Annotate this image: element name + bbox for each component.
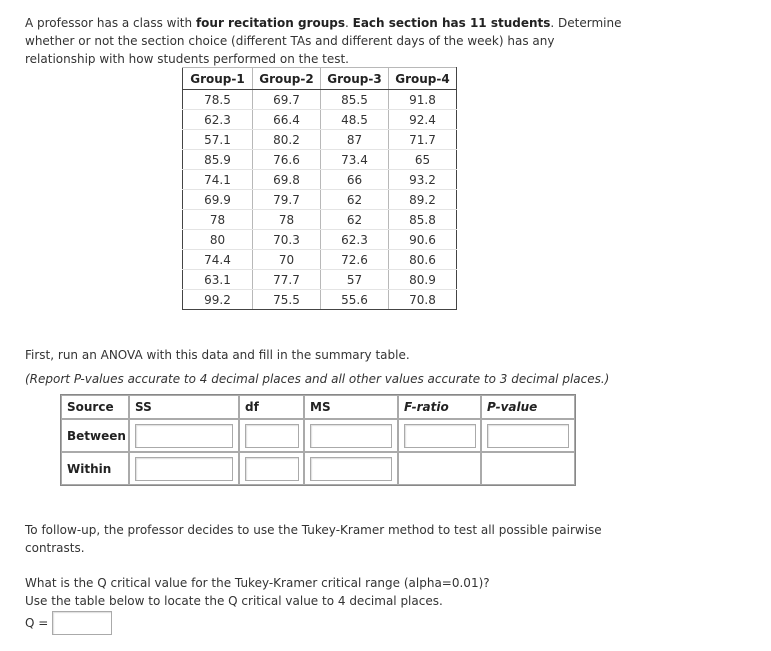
cell: 70.3 [253,230,321,250]
cell: 80.6 [389,250,457,270]
table-row [183,190,457,210]
anova-row-between [61,419,575,452]
between-df-input[interactable] [245,424,299,448]
cell: 78 [183,210,253,230]
within-df-input[interactable] [245,457,299,481]
table-row [183,130,457,150]
anova-instructions [25,346,725,388]
header-df: df [239,395,304,419]
table-row [183,210,457,230]
cell: 78.5 [183,90,253,110]
header-group-4: Group-4 [389,68,457,90]
header-f-ratio: F-ratio [398,395,481,419]
problem-intro [25,14,625,68]
between-f-ratio-input[interactable] [404,424,476,448]
cell [239,419,304,452]
cell: 87 [321,130,389,150]
cell: 62 [321,190,389,210]
within-ms-input[interactable] [310,457,392,481]
cell: 57.1 [183,130,253,150]
cell: 85.5 [321,90,389,110]
group-header-row [183,68,457,90]
cell: 66.4 [253,110,321,130]
row-label-between: Between [61,419,129,452]
anova-instruction-text: First, run an ANOVA with this data and fill in the summary table. [25,348,410,362]
cell: 55.6 [321,290,389,310]
q-question [25,574,625,610]
cell [129,452,239,485]
q-label: Q = [25,616,49,630]
header-group-3: Group-3 [321,68,389,90]
q-answer-row [25,610,112,636]
cell [398,452,481,485]
cell: 76.6 [253,150,321,170]
cell: 71.7 [389,130,457,150]
cell: 57 [321,270,389,290]
q-critical-value-input[interactable] [52,611,112,635]
anova-header-row [61,395,575,419]
within-ss-input[interactable] [135,457,233,481]
cell: 70.8 [389,290,457,310]
group-scores-table [182,67,457,310]
cell [398,419,481,452]
cell: 70 [253,250,321,270]
cell: 66 [321,170,389,190]
anova-row-within [61,452,575,485]
intro-text-2: . [345,16,353,30]
cell: 78 [253,210,321,230]
table-row [183,150,457,170]
cell: 85.8 [389,210,457,230]
precision-note: (Report P-values accurate to 4 decimal places and all other values accurate to 3 decimal places.) [25,372,610,386]
cell: 74.1 [183,170,253,190]
cell: 48.5 [321,110,389,130]
header-group-2: Group-2 [253,68,321,90]
intro-bold-groups: four recitation groups [195,16,345,30]
cell: 69.9 [183,190,253,210]
cell: 62 [321,210,389,230]
cell: 74.4 [183,250,253,270]
table-row [183,230,457,250]
cell: 63.1 [183,270,253,290]
cell: 92.4 [389,110,457,130]
q-question-line-1: What is the Q critical value for the Tukey-Kramer critical range (alpha=0.01)? [25,576,490,590]
cell: 85.9 [183,150,253,170]
q-question-line-2: Use the table below to locate the Q critical value to 4 decimal places. [25,594,443,608]
header-source: Source [61,395,129,419]
intro-bold-students: Each section has 11 students [352,16,551,30]
header-ss: SS [129,395,239,419]
cell: 93.2 [389,170,457,190]
group-scores-body [183,90,457,310]
cell [239,452,304,485]
header-group-1: Group-1 [183,68,253,90]
anova-summary-table [60,394,576,486]
cell: 69.8 [253,170,321,190]
cell: 90.6 [389,230,457,250]
followup-text: To follow-up, the professor decides to use the Tukey-Kramer method to test all possible pairwise contrasts. [25,523,602,555]
cell: 91.8 [389,90,457,110]
table-row [183,270,457,290]
cell: 65 [389,150,457,170]
table-row [183,290,457,310]
cell [481,452,575,485]
row-label-within: Within [61,452,129,485]
cell [304,419,398,452]
cell [304,452,398,485]
cell [481,419,575,452]
intro-text-1: A professor has a class with [25,16,196,30]
cell [129,419,239,452]
cell: 80.2 [253,130,321,150]
cell: 72.6 [321,250,389,270]
between-p-value-input[interactable] [487,424,569,448]
cell: 99.2 [183,290,253,310]
cell: 89.2 [389,190,457,210]
header-p-value: P-value [481,395,575,419]
cell: 80.9 [389,270,457,290]
between-ss-input[interactable] [135,424,233,448]
table-row [183,170,457,190]
table-row [183,250,457,270]
cell: 62.3 [183,110,253,130]
table-row [183,110,457,130]
intro-text-3: . Determine whether or not the section choice (different TAs and different days of the week) has any relationship with how students performed on the test. [25,16,622,66]
cell: 79.7 [253,190,321,210]
table-row [183,90,457,110]
header-ms: MS [304,395,398,419]
cell: 73.4 [321,150,389,170]
cell: 69.7 [253,90,321,110]
between-ms-input[interactable] [310,424,392,448]
cell: 62.3 [321,230,389,250]
cell: 80 [183,230,253,250]
cell: 75.5 [253,290,321,310]
cell: 77.7 [253,270,321,290]
